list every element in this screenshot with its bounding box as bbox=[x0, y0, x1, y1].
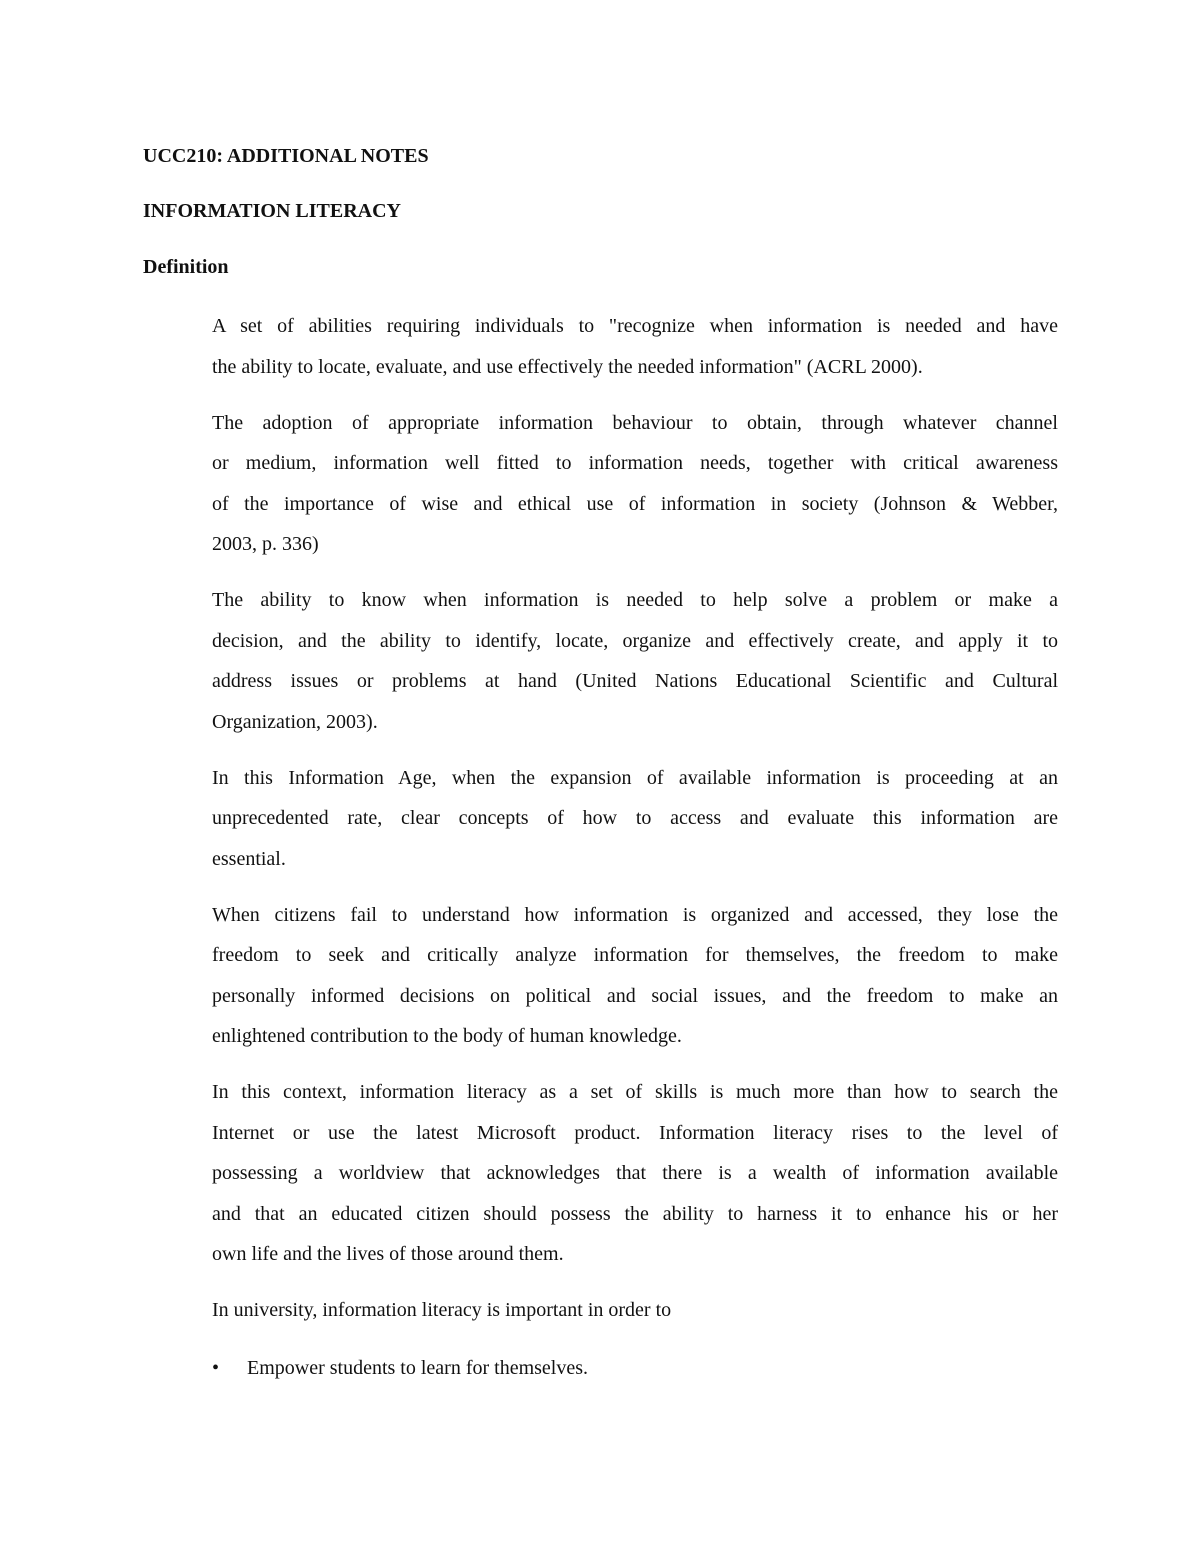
paragraph bbox=[212, 1072, 1058, 1275]
text-line: In this Information Age, when the expansion of available information is proceeding at an bbox=[212, 766, 1058, 789]
bullet-item bbox=[212, 1348, 1058, 1389]
text-line: Internet or use the latest Microsoft product. Information literacy rises to the level of bbox=[212, 1121, 1058, 1144]
text-line: enlightened contribution to the body of human knowledge. bbox=[212, 1025, 682, 1047]
text-line: 2003, p. 336) bbox=[212, 533, 319, 555]
text-line: possessing a worldview that acknowledges that there is a wealth of information available bbox=[212, 1162, 1058, 1184]
bullet-icon: • bbox=[212, 1356, 220, 1379]
bullet-text: Empower students to learn for themselves. bbox=[247, 1356, 589, 1379]
text-line: essential. bbox=[212, 847, 286, 870]
text-line: freedom to seek and critically analyze information for themselves, the freedom to make bbox=[212, 944, 1058, 966]
paragraph bbox=[212, 580, 1058, 742]
text-line: The ability to know when information is needed to help solve a problem or make a bbox=[212, 589, 1058, 611]
paragraph bbox=[212, 1290, 1058, 1331]
topic-heading: INFORMATION LITERACY bbox=[143, 200, 401, 222]
text-line: own life and the lives of those around them. bbox=[212, 1243, 564, 1265]
text-line: The adoption of appropriate information behaviour to obtain, through whatever channel bbox=[212, 411, 1058, 434]
text-line: When citizens fail to understand how information is organized and accessed, they lose the bbox=[212, 903, 1058, 926]
course-heading: UCC210: ADDITIONAL NOTES bbox=[143, 145, 429, 167]
text-line: personally informed decisions on political and social issues, and the freedom to make an bbox=[212, 984, 1058, 1007]
text-line: and that an educated citizen should possess the ability to harness it to enhance his or her bbox=[212, 1202, 1058, 1225]
document-body bbox=[212, 306, 1058, 1388]
text-line: In university, information literacy is important in order to bbox=[212, 1299, 672, 1321]
text-line: of the importance of wise and ethical use of information in society (Johnson & Webber, bbox=[212, 492, 1058, 515]
text-line: A set of abilities requiring individuals to "recognize when information is needed and have bbox=[212, 315, 1058, 337]
paragraph bbox=[212, 306, 1058, 387]
text-line: the ability to locate, evaluate, and use effectively the needed information" (ACRL 2000). bbox=[212, 355, 923, 378]
paragraph bbox=[212, 403, 1058, 565]
text-line: address issues or problems at hand (United Nations Educational Scientific and Cultural bbox=[212, 670, 1058, 692]
text-line: unprecedented rate, clear concepts of how to access and evaluate this information are bbox=[212, 807, 1058, 829]
text-line: decision, and the ability to identify, locate, organize and effectively create, and apply it to bbox=[212, 629, 1058, 652]
paragraph bbox=[212, 895, 1058, 1057]
text-line: or medium, information well fitted to information needs, together with critical awareness bbox=[212, 452, 1058, 474]
text-line: In this context, information literacy as a set of skills is much more than how to search the bbox=[212, 1081, 1058, 1103]
section-heading: Definition bbox=[143, 256, 229, 278]
text-line: Organization, 2003). bbox=[212, 710, 378, 733]
paragraph bbox=[212, 758, 1058, 880]
